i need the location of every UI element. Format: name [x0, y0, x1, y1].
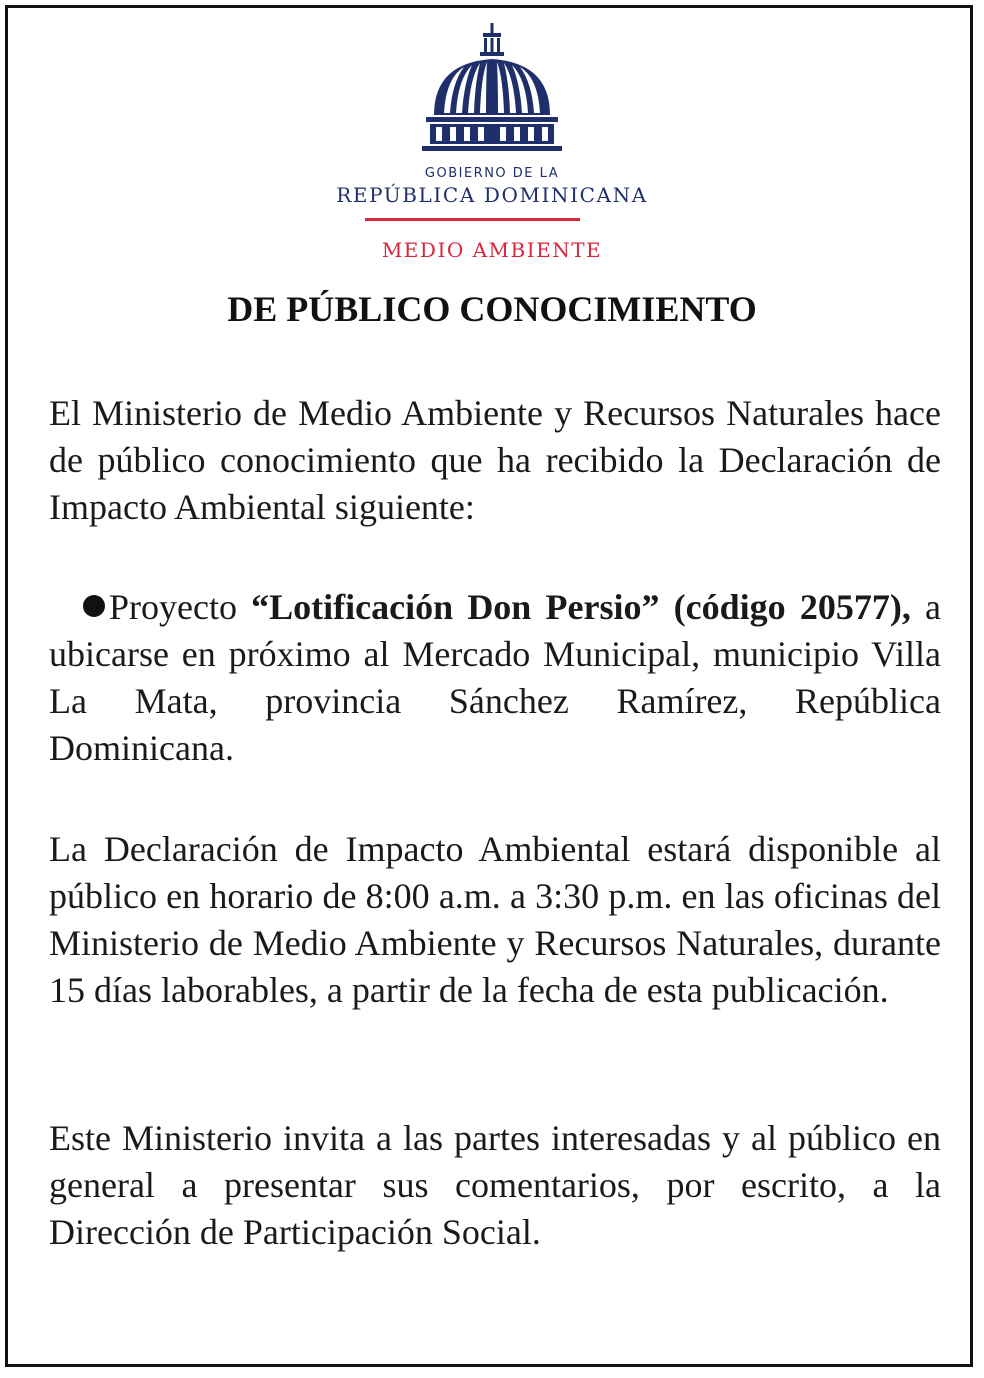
country-name: REPÚBLICA DOMINICANA [336, 183, 648, 207]
project-paragraph [49, 584, 941, 772]
agency-name: MEDIO AMBIENTE [381, 238, 603, 262]
capitol-dome-icon [412, 23, 572, 163]
government-logo [8, 23, 976, 273]
availability-paragraph: La Declaración de Impacto Ambiental estará disponible al público en horario de 8:00 a.m. a 3:30 p.m. en las oficinas del Ministerio de Medio Ambiente y Recursos Naturales, durante 15 días laborables, a partir de la fecha de esta publicación. [49, 829, 941, 1010]
project-prefix: Proyecto [109, 587, 252, 627]
government-label: GOBIERNO DE LA [424, 166, 560, 181]
bullet-icon [83, 595, 105, 617]
invitation-paragraph: Este Ministerio invita a las partes interesadas y al público en general a presentar sus comentarios, por escrito, a la Dirección de Participación Social. [49, 1118, 941, 1252]
divider [365, 218, 580, 221]
notice-title: DE PÚBLICO CONOCIMIENTO [227, 289, 757, 329]
notice-frame [5, 5, 973, 1367]
project-name: “Lotificación Don Persio” (código 20577), [251, 587, 911, 627]
intro-paragraph: El Ministerio de Medio Ambiente y Recursos Naturales hace de público conocimiento que ha recibido la Declaración de Impacto Ambiental siguiente: [49, 393, 941, 527]
project-location: a ubicarse en próximo al Mercado Municipal, municipio Villa La Mata, provincia Sánchez Ramírez, República Dominicana. [49, 587, 941, 768]
